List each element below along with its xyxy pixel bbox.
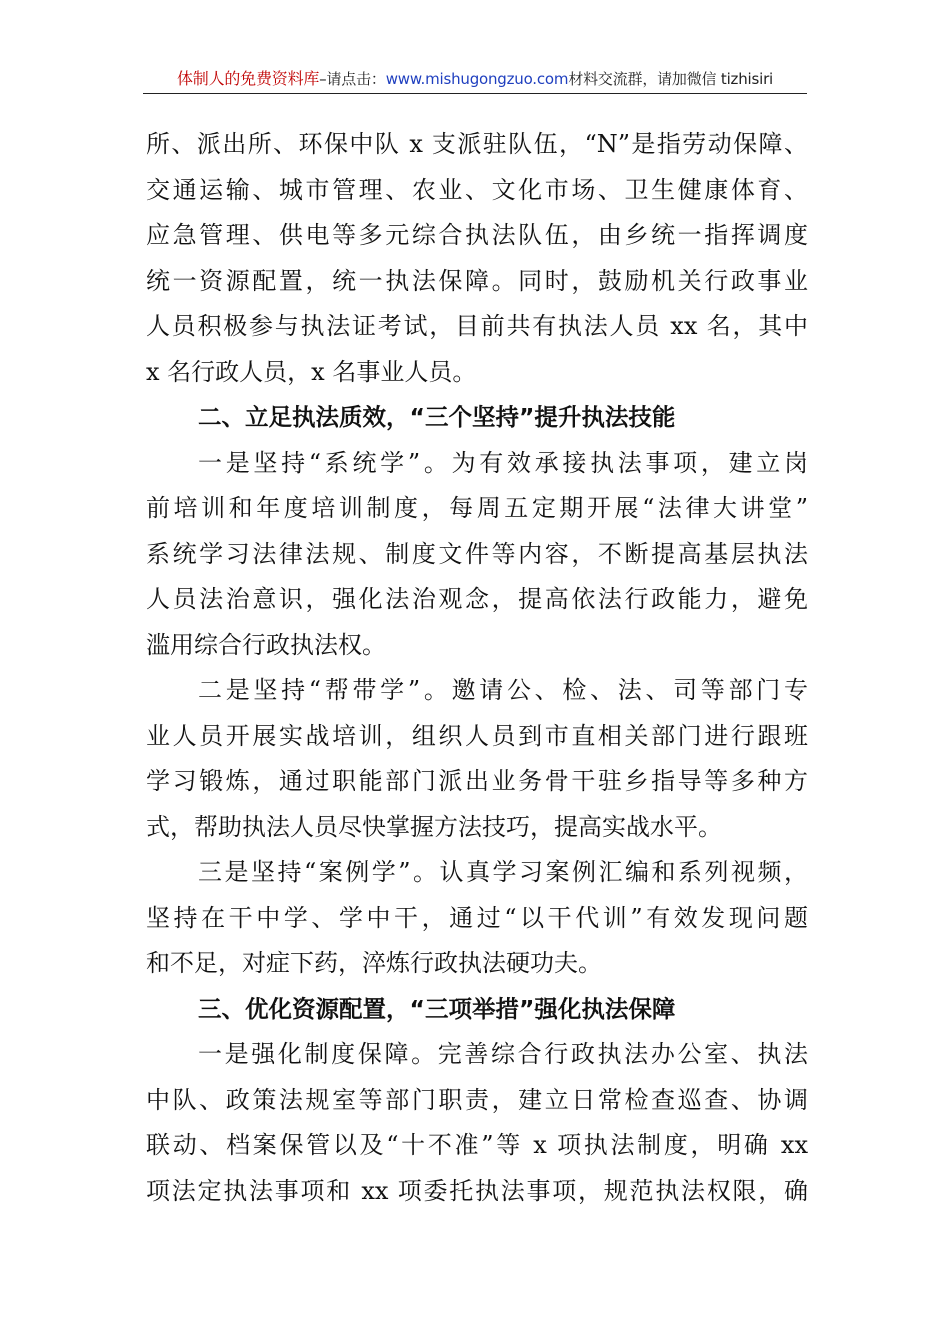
- paragraph-line: 系统学习法律法规、制度文件等内容，不断提高基层执法: [146, 539, 808, 568]
- paragraph-line: 交通运输、城市管理、农业、文化市场、卫生健康体育、: [146, 175, 808, 204]
- section-heading: 二、立足执法质效，“三个坚持”提升执法技能: [198, 403, 676, 431]
- paragraph-line: 一是坚持“系统学”。为有效承接执法事项，建立岗: [198, 448, 808, 477]
- header-contact-note: 材料交流群，请加微信 tizhisiri: [568, 70, 774, 88]
- paragraph-line: 人员法治意识，强化法治观念，提高依法行政能力，避免: [146, 585, 808, 613]
- paragraph-line: 联动、档案保管以及“十不准”等 x 项执法制度，明确 xx: [146, 1131, 808, 1159]
- paragraph-line: 项法定执法事项和 xx 项委托执法事项，规范执法权限，确: [146, 1176, 808, 1205]
- paragraph-line: 式，帮助执法人员尽快掌握方法技巧，提高实战水平。: [146, 812, 722, 841]
- header-url-link[interactable]: www.mishugongzuo.com: [385, 70, 569, 88]
- paragraph-line: 前培训和年度培训制度，每周五定期开展“法律大讲堂”: [146, 494, 808, 522]
- header-brand[interactable]: 体制人的免费资料库: [176, 69, 320, 88]
- paragraph-line: 和不足，对症下药，淬炼行政执法硬功夫。: [146, 949, 602, 977]
- document-body: [146, 122, 808, 1214]
- paragraph-line: 坚持在干中学、学中干，通过“以干代训”有效发现问题: [146, 903, 808, 932]
- paragraph-line: x 名行政人员，x 名事业人员。: [146, 357, 477, 386]
- page-header: [143, 66, 807, 94]
- paragraph-line: 学习锻炼，通过职能部门派出业务骨干驻乡指导等多种方: [146, 767, 808, 795]
- paragraph-line: 人员积极参与执法证考试，目前共有执法人员 xx 名，其中: [146, 312, 808, 340]
- paragraph-line: 统一资源配置，统一执法保障。同时，鼓励机关行政事业: [146, 266, 808, 295]
- paragraph-line: 三是坚持“案例学”。认真学习案例汇编和系列视频，: [198, 858, 808, 886]
- paragraph-line: 一是强化制度保障。完善综合行政执法办公室、执法: [198, 1040, 808, 1068]
- paragraph-line: 应急管理、供电等多元综合执法队伍，由乡统一指挥调度: [146, 221, 808, 249]
- paragraph-line: 业人员开展实战培训，组织人员到市直相关部门进行跟班: [146, 721, 808, 750]
- paragraph-line: 二是坚持“帮带学”。邀请公、检、法、司等部门专: [198, 676, 808, 704]
- paragraph-line: 中队、政策法规室等部门职责，建立日常检查巡查、协调: [146, 1085, 808, 1114]
- paragraph-line: 所、派出所、环保中队 x 支派驻队伍，“N”是指劳动保障、: [146, 130, 808, 158]
- paragraph-line: 滥用综合行政执法权。: [146, 630, 386, 659]
- section-heading: 三、优化资源配置，“三项举措”强化执法保障: [198, 994, 676, 1023]
- header-prompt: –请点击：: [319, 70, 386, 88]
